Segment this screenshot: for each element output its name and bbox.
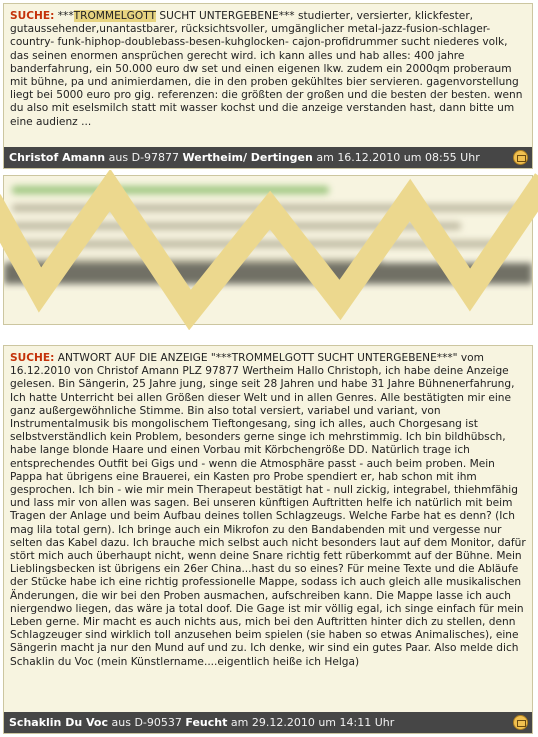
zip-code: D-90537: [134, 716, 182, 729]
listing-card-1: [3, 3, 533, 169]
post-date: 29.12.2010: [251, 716, 315, 729]
search-highlight: TROMMELGOTT: [73, 10, 156, 22]
from-word: aus: [111, 716, 131, 729]
on-word: am: [230, 716, 249, 729]
listing-card-2: [3, 345, 533, 734]
listing-label: SUCHE:: [10, 10, 55, 22]
post-date: 16.12.2010: [337, 151, 401, 164]
at-word: um: [318, 716, 337, 729]
on-word: am: [316, 151, 334, 164]
listing-footer: [4, 147, 532, 168]
zip-code: D-97877: [131, 151, 180, 164]
city: Wertheim/ Dertingen: [182, 151, 313, 164]
listing-body: [4, 346, 532, 669]
zigzag-overlay: [0, 170, 538, 330]
city: Feucht: [185, 716, 228, 729]
listing-text: ANTWORT AUF DIE ANZEIGE "***TROMMELGOTT SUCHT UNTERGEBENE***" vom 16.12.2010 von Christof Amann PLZ 97877 Wertheim Hallo Christoph, ich habe deine Anzeige gelesen. Bin Sängerin, 25 Jahre jung, singe seit 28 Jahren und habe 31 Jahre Bühnenerfahrung, Ich hatte Unterricht bei allen Größen dieser Welt und in allen Genres. Alle bestätigten mir eine ganz außergewöhnliche Stimme. Bin also total versiert, variabel und variant, von Instrumentalmusik bis mongolischem Tieftongesang, sing ich alles, auch Chorgesang ist selbstverständlich kein Problem, besonders gerne singe ich mehrstimmig. Ich bin bildhübsch, habe lange blonde Haare und einen Vorbau mit Körbchengröße DD. Natürlich trage ich entsprechendes Outfit bei Gigs und - wenn die Atmosphäre passt - auch beim proben. Mein Pappa hat übrigens eine Brauerei, ein Kasten pro Probe spendiert er, hab schon mit ihm gesprochen. Ich bin - wie mir mein Therapeut bestätigt hat - null zickig, integrabel, thiehmfähig und lass mir von allen was sagen. Bei unseren künftigen Auftritten helfe ich natürlich mit beim Tragen der Anlage und beim Aufbau deines tollen Schlagzeugs. Welche Farbe hat es denn? (Ich mag lila total gern). Ich bringe auch ein Mikrofon zu den Bandabenden mit und vergesse nur selten das Kabel dazu. Ich brauche mich selbst auch nicht besonders laut auf dem Monitor, dafür stört mich auch überhaupt nicht, wenn deine Snare richtig fett rüberkommt auf der Bühne. Mein Lieblingsbecken ist übrigens ein 26er China...hast du so eines? Für meine Texte und die Abläufe der Stücke habe ich eine richtig professionelle Mappe, sodass ich auch gleich alle musikalischen Änderungen, die wir bei den Proben ausmachen, aufschreiben kann. Die Mappe lasse ich auch niergendwo liegen, das wäre ja total doof. Die Gage ist mir völlig egal, ich singe einfach für mein Leben gerne. Mir macht es auch nichts aus, mich bei den Auftritten hinter dich zu stellen, denn Schlagzeuger sind wirklich toll anzusehen beim spielen (sie haben so etwas Animalisches), eine Sängerin macht ja nur den Mund auf und zu. Ich denke, wir sind ein gutes Paar. Also melde dich Schaklin du Voc (mein Künstlername....eigentlich heiße ich Helga): [10, 352, 526, 668]
author-link[interactable]: Schaklin Du Voc: [9, 716, 108, 729]
mail-icon[interactable]: [513, 715, 528, 730]
listing-footer: [4, 712, 532, 733]
mail-icon[interactable]: [513, 150, 528, 165]
listing-text: SUCHT UNTERGEBENE*** studierter, versierter, klickfester, gutaussehender,unantastbarer, rücksichtsvoller, umgänglicher metal-jazz-fusion-schlager-country- funk-hiphop-doublebass-besen-kuhglocken- cajon-profidrummer sucht niederes volk, das seinen enormen ansprüchen gerecht wird. ich kann alles und hab alles: 400 jahre banderfahrung, ein 50.000 euro dw set und einen eigenen lkw. zudem ein 2000qm proberaum mit bühne, pa und animierdamen, die in den proben gekühltes bier servieren. gagenvorstellung liegt bei 5000 euro pro gig. referenzen: die größten der großen und die besten der besten. wenn du also mit eselsmilch statt mit wasser kochst und die anzeige verstanden hast, dann bitte um eine audienz ...: [10, 10, 523, 128]
post-time: 14:11 Uhr: [339, 716, 395, 729]
post-time: 08:55 Uhr: [424, 151, 480, 164]
at-word: um: [403, 151, 422, 164]
listing-body: [4, 4, 532, 129]
author-link[interactable]: Christof Amann: [9, 151, 106, 164]
from-word: aus: [108, 151, 129, 164]
listing-prefix: ***: [57, 10, 74, 22]
listing-label: SUCHE:: [10, 352, 55, 364]
